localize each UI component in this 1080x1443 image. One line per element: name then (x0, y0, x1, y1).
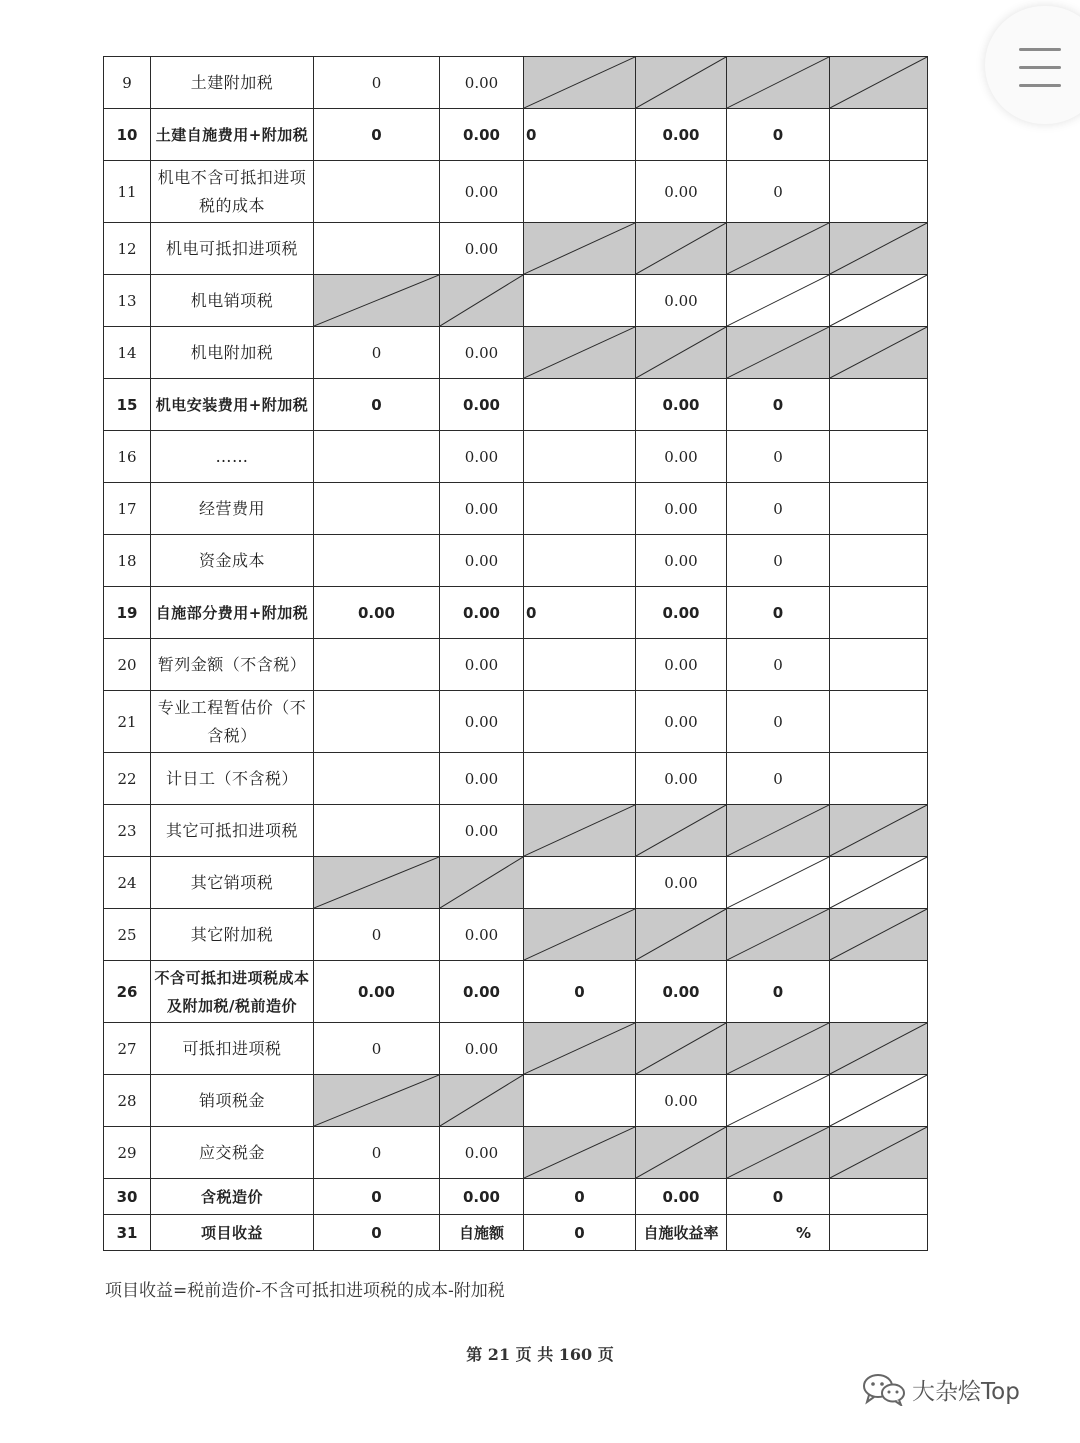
table-row (104, 109, 928, 161)
diagonal-slash (314, 1075, 439, 1126)
table-row (104, 275, 928, 327)
value-cell: 0 (727, 691, 830, 753)
hatched-cell (830, 1127, 928, 1179)
value-cell (524, 161, 636, 223)
value-cell: 0.00 (440, 161, 524, 223)
value-cell: 0.00 (636, 691, 727, 753)
value-cell: 0 (727, 431, 830, 483)
diagonal-slash (440, 275, 523, 326)
value-cell (830, 1179, 928, 1215)
value-cell: 0.00 (440, 379, 524, 431)
hamburger-menu-icon (1019, 48, 1061, 51)
row-number: 28 (104, 1075, 151, 1127)
row-label: 项目收益 (151, 1215, 314, 1251)
value-cell: 0.00 (440, 223, 524, 275)
slashed-cell (830, 1075, 928, 1127)
hatched-cell (727, 223, 830, 275)
slashed-cell (727, 275, 830, 327)
value-cell: 0.00 (440, 431, 524, 483)
value-cell (314, 223, 440, 275)
table-row (104, 1179, 928, 1215)
value-cell (524, 379, 636, 431)
value-cell: 0 (727, 961, 830, 1023)
hatched-cell (524, 223, 636, 275)
value-cell: 0 (727, 109, 830, 161)
row-number: 20 (104, 639, 151, 691)
value-cell: 0.00 (440, 639, 524, 691)
row-number: 31 (104, 1215, 151, 1251)
row-label: 专业工程暂估价（不含税） (151, 691, 314, 753)
row-number: 10 (104, 109, 151, 161)
value-cell: 0 (314, 909, 440, 961)
value-cell: % (727, 1215, 830, 1251)
value-cell (314, 639, 440, 691)
value-cell: 0 (727, 379, 830, 431)
diagonal-slash (727, 1075, 829, 1126)
diagonal-slash (636, 805, 726, 856)
table-row (104, 1127, 928, 1179)
value-cell: 0.00 (636, 379, 727, 431)
row-number: 12 (104, 223, 151, 275)
menu-button[interactable] (985, 6, 1080, 124)
diagonal-slash (636, 327, 726, 378)
row-number: 14 (104, 327, 151, 379)
value-cell (524, 691, 636, 753)
value-cell: 0.00 (440, 753, 524, 805)
diagonal-slash (440, 1075, 523, 1126)
table-row (104, 223, 928, 275)
hatched-cell (727, 57, 830, 109)
table-row (104, 691, 928, 753)
value-cell: 0.00 (314, 961, 440, 1023)
value-cell: 0 (314, 109, 440, 161)
hatched-cell (636, 1023, 727, 1075)
diagonal-slash (314, 275, 439, 326)
value-cell (830, 109, 928, 161)
row-label: 机电可抵扣进项税 (151, 223, 314, 275)
value-cell (524, 275, 636, 327)
value-cell: 0 (524, 109, 636, 161)
hatched-cell (636, 57, 727, 109)
row-label: 计日工（不含税） (151, 753, 314, 805)
formula-note: 项目收益=税前造价-不含可抵扣进项税的成本-附加税 (105, 1281, 505, 1301)
row-label: 含税造价 (151, 1179, 314, 1215)
row-label: 可抵扣进项税 (151, 1023, 314, 1075)
table-row (104, 1215, 928, 1251)
value-cell: 0.00 (636, 431, 727, 483)
table-row (104, 909, 928, 961)
row-number: 17 (104, 483, 151, 535)
table-row (104, 161, 928, 223)
hatched-cell (636, 1127, 727, 1179)
row-number: 21 (104, 691, 151, 753)
row-label: 不含可抵扣进项税成本及附加税/税前造价 (151, 961, 314, 1023)
value-cell: 0.00 (636, 1179, 727, 1215)
value-cell: 0 (727, 639, 830, 691)
value-cell: 0 (524, 1215, 636, 1251)
table-row (104, 857, 928, 909)
diagonal-slash (524, 1127, 635, 1178)
table-row (104, 961, 928, 1023)
hatched-cell (727, 327, 830, 379)
hatched-cell (524, 1023, 636, 1075)
value-cell: 0.00 (636, 109, 727, 161)
diagonal-slash (830, 909, 927, 960)
diagonal-slash (636, 57, 726, 108)
value-cell: 0.00 (636, 275, 727, 327)
value-cell: 0.00 (636, 587, 727, 639)
value-cell (830, 587, 928, 639)
hatched-cell (830, 1023, 928, 1075)
value-cell: 0.00 (314, 587, 440, 639)
row-label: 暂列金额（不含税） (151, 639, 314, 691)
value-cell: 0.00 (636, 639, 727, 691)
value-cell (524, 535, 636, 587)
value-cell: 0 (727, 1179, 830, 1215)
row-number: 23 (104, 805, 151, 857)
row-number: 27 (104, 1023, 151, 1075)
row-label: 机电不含可抵扣进项税的成本 (151, 161, 314, 223)
row-label: 应交税金 (151, 1127, 314, 1179)
hatched-cell (524, 327, 636, 379)
row-number: 30 (104, 1179, 151, 1215)
diagonal-slash (727, 223, 829, 274)
value-cell: 0 (524, 1179, 636, 1215)
row-label: 自施部分费用+附加税 (151, 587, 314, 639)
row-label: 其它销项税 (151, 857, 314, 909)
value-cell: 0.00 (636, 161, 727, 223)
table-row (104, 639, 928, 691)
value-cell (314, 161, 440, 223)
value-cell: 0.00 (440, 587, 524, 639)
hatched-cell (830, 909, 928, 961)
value-cell: 0.00 (440, 327, 524, 379)
value-cell: 0 (727, 587, 830, 639)
value-cell: 0.00 (636, 857, 727, 909)
watermark-text: 大杂烩Top (912, 1378, 1020, 1405)
hatched-cell (314, 1075, 440, 1127)
diagonal-slash (830, 275, 927, 326)
value-cell: 0 (727, 535, 830, 587)
value-cell (524, 639, 636, 691)
value-cell: 0 (524, 961, 636, 1023)
diagonal-slash (830, 1075, 927, 1126)
table-row (104, 431, 928, 483)
value-cell (314, 535, 440, 587)
value-cell (830, 691, 928, 753)
diagonal-slash (524, 327, 635, 378)
value-cell: 0.00 (636, 483, 727, 535)
row-label: …… (151, 431, 314, 483)
diagonal-slash (727, 327, 829, 378)
value-cell: 0 (727, 753, 830, 805)
hatched-cell (636, 327, 727, 379)
value-cell: 0 (524, 587, 636, 639)
hatched-cell (727, 1127, 830, 1179)
watermark (862, 1372, 1020, 1406)
diagonal-slash (727, 909, 829, 960)
value-cell: 0.00 (440, 961, 524, 1023)
diagonal-slash (830, 57, 927, 108)
diagonal-slash (524, 909, 635, 960)
value-cell: 0.00 (636, 753, 727, 805)
value-cell (524, 753, 636, 805)
row-label: 土建附加税 (151, 57, 314, 109)
row-number: 11 (104, 161, 151, 223)
diagonal-slash (830, 857, 927, 908)
table-row (104, 483, 928, 535)
value-cell (830, 379, 928, 431)
slashed-cell (727, 1075, 830, 1127)
value-cell: 0 (314, 1215, 440, 1251)
table-row (104, 327, 928, 379)
row-label: 其它可抵扣进项税 (151, 805, 314, 857)
hatched-cell (440, 857, 524, 909)
slashed-cell (830, 857, 928, 909)
diagonal-slash (636, 909, 726, 960)
hatched-cell (524, 57, 636, 109)
value-cell (830, 161, 928, 223)
diagonal-slash (727, 57, 829, 108)
value-cell (314, 431, 440, 483)
slashed-cell (727, 857, 830, 909)
hatched-cell (830, 805, 928, 857)
hatched-cell (830, 327, 928, 379)
diagonal-slash (524, 1023, 635, 1074)
hatched-cell (314, 857, 440, 909)
diagonal-slash (727, 805, 829, 856)
table-row (104, 535, 928, 587)
value-cell (830, 753, 928, 805)
hatched-cell (830, 57, 928, 109)
diagonal-slash (830, 327, 927, 378)
row-label: 机电安装费用+附加税 (151, 379, 314, 431)
value-cell (524, 431, 636, 483)
row-number: 26 (104, 961, 151, 1023)
diagonal-slash (636, 223, 726, 274)
diagonal-slash (727, 857, 829, 908)
diagonal-slash (524, 223, 635, 274)
table-row (104, 57, 928, 109)
row-number: 16 (104, 431, 151, 483)
diagonal-slash (440, 857, 523, 908)
hatched-cell (636, 909, 727, 961)
diagonal-slash (524, 57, 635, 108)
row-number: 29 (104, 1127, 151, 1179)
hatched-cell (727, 1023, 830, 1075)
value-cell (314, 483, 440, 535)
diagonal-slash (727, 1127, 829, 1178)
row-label: 土建自施费用+附加税 (151, 109, 314, 161)
cost-table (103, 56, 928, 1251)
row-label: 机电销项税 (151, 275, 314, 327)
page-footer: 第 21 页 共 160 页 (466, 1345, 614, 1364)
value-cell (830, 483, 928, 535)
value-cell: 0 (727, 161, 830, 223)
diagonal-slash (727, 275, 829, 326)
table-row (104, 805, 928, 857)
value-cell: 0 (727, 483, 830, 535)
diagonal-slash (830, 223, 927, 274)
hatched-cell (524, 1127, 636, 1179)
value-cell: 0.00 (440, 535, 524, 587)
value-cell: 0 (314, 379, 440, 431)
diagonal-slash (636, 1023, 726, 1074)
table-row (104, 753, 928, 805)
row-number: 18 (104, 535, 151, 587)
value-cell: 0.00 (440, 57, 524, 109)
row-number: 22 (104, 753, 151, 805)
row-number: 24 (104, 857, 151, 909)
hatched-cell (727, 909, 830, 961)
diagonal-slash (727, 1023, 829, 1074)
value-cell (830, 961, 928, 1023)
table-row (104, 1023, 928, 1075)
table-row (104, 1075, 928, 1127)
diagonal-slash (524, 805, 635, 856)
value-cell: 0.00 (440, 805, 524, 857)
hatched-cell (314, 275, 440, 327)
row-label: 经营费用 (151, 483, 314, 535)
diagonal-slash (830, 1127, 927, 1178)
value-cell: 0 (314, 1023, 440, 1075)
value-cell (830, 1215, 928, 1251)
hatched-cell (727, 805, 830, 857)
value-cell: 0.00 (636, 535, 727, 587)
value-cell: 自施收益率 (636, 1215, 727, 1251)
value-cell: 0 (314, 1179, 440, 1215)
hatched-cell (524, 805, 636, 857)
value-cell: 0.00 (440, 691, 524, 753)
value-cell (314, 753, 440, 805)
value-cell: 自施额 (440, 1215, 524, 1251)
row-label: 销项税金 (151, 1075, 314, 1127)
value-cell: 0 (314, 57, 440, 109)
hatched-cell (440, 1075, 524, 1127)
value-cell: 0.00 (636, 1075, 727, 1127)
hatched-cell (440, 275, 524, 327)
hatched-cell (636, 223, 727, 275)
value-cell: 0 (314, 1127, 440, 1179)
wechat-icon (862, 1372, 906, 1406)
diagonal-slash (830, 1023, 927, 1074)
row-label: 资金成本 (151, 535, 314, 587)
value-cell (314, 805, 440, 857)
value-cell: 0.00 (440, 1127, 524, 1179)
value-cell (524, 857, 636, 909)
value-cell (314, 691, 440, 753)
value-cell (830, 431, 928, 483)
hamburger-menu-icon-bar (1019, 66, 1061, 69)
diagonal-slash (314, 857, 439, 908)
row-number: 13 (104, 275, 151, 327)
table-row (104, 379, 928, 431)
value-cell (830, 639, 928, 691)
value-cell: 0.00 (440, 1179, 524, 1215)
value-cell (524, 1075, 636, 1127)
hamburger-menu-icon-bar (1019, 84, 1061, 87)
hatched-cell (830, 223, 928, 275)
row-number: 25 (104, 909, 151, 961)
row-number: 9 (104, 57, 151, 109)
row-label: 机电附加税 (151, 327, 314, 379)
value-cell: 0 (314, 327, 440, 379)
table-row (104, 587, 928, 639)
hatched-cell (524, 909, 636, 961)
value-cell: 0.00 (440, 109, 524, 161)
value-cell (830, 535, 928, 587)
value-cell: 0.00 (636, 961, 727, 1023)
value-cell: 0.00 (440, 909, 524, 961)
row-number: 19 (104, 587, 151, 639)
row-label: 其它附加税 (151, 909, 314, 961)
value-cell: 0.00 (440, 483, 524, 535)
diagonal-slash (636, 1127, 726, 1178)
value-cell: 0.00 (440, 1023, 524, 1075)
value-cell (524, 483, 636, 535)
slashed-cell (830, 275, 928, 327)
diagonal-slash (830, 805, 927, 856)
hatched-cell (636, 805, 727, 857)
row-number: 15 (104, 379, 151, 431)
